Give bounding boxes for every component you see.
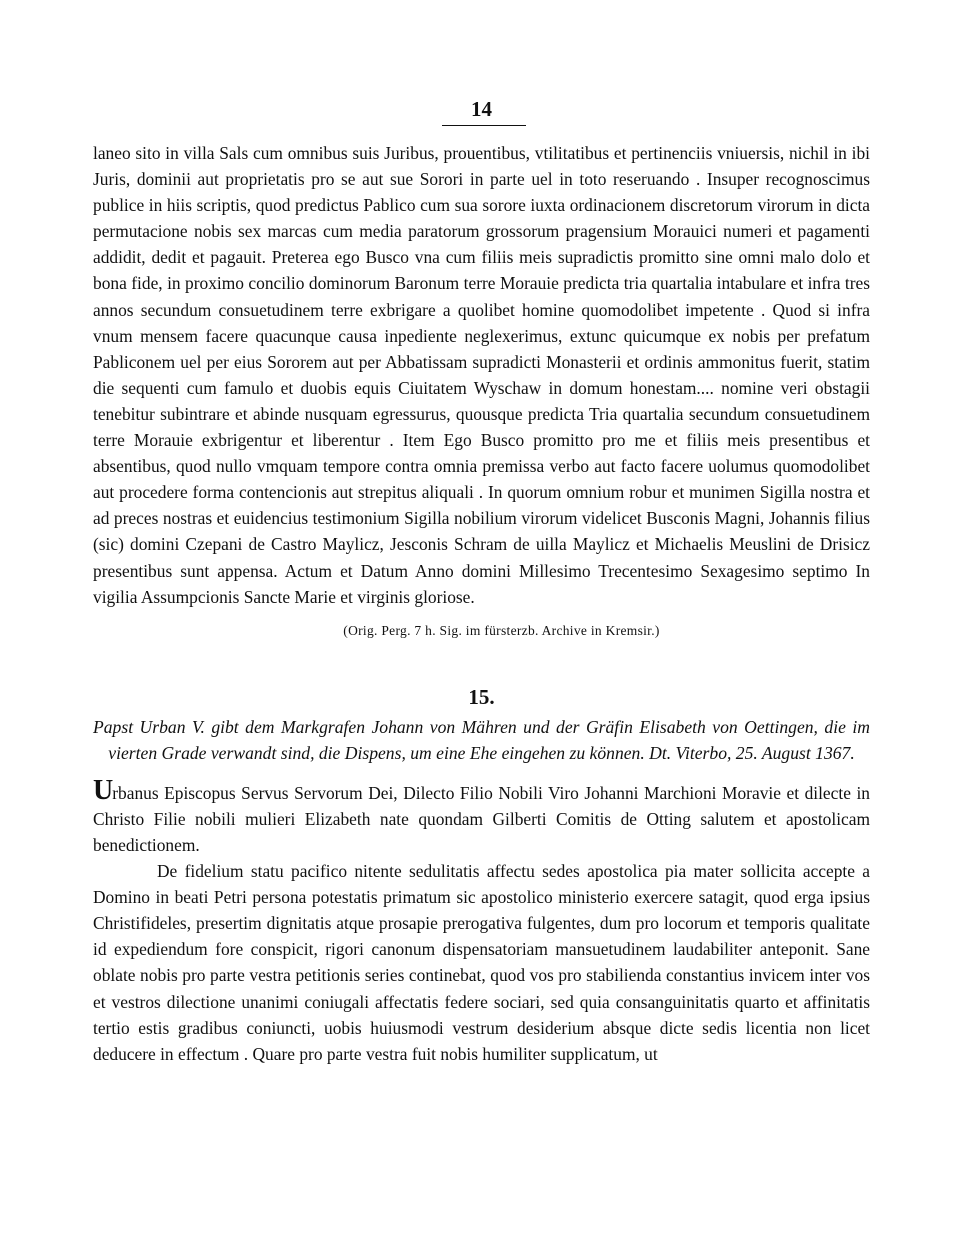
charter-paragraph: De fidelium statu pacifico nitente sedulitatis affectu sedes apostolica pia mater sollicita accepte a Domino in beati Petri persona potestatis primatum sic apostolico ministerio exercere satagit, quod erga ipsius Christifideles, presertim dignitatis atque prosapie prerogativa fulgentes, dum pro locorum et temporis qualitate id expediendum fore conspicit, rigori canonum dispensatoriam mansuetudinem laudabiliter anteponit. Sane oblate nobis pro parte vestra petitionis series continebat, quod vos pro stabilienda constantius invicem inter vos et vestros dilectione unanimi coniugali affectatis federe sociari, sed quia consanguinitatis quarto et affinitatis tertio estis gradibus coniuncti, uobis huiusmodi vestrum desiderium absque dicte sedis licentia non licet deducere in effectum . Quare pro parte vestra fuit nobis humiliter supplicatum, ut (93, 861, 870, 1064)
page-number-text: 14 (471, 97, 492, 121)
page-number (93, 96, 870, 122)
document-number: 15. (468, 684, 495, 709)
continuation-paragraph: laneo sito in villa Sals cum omnibus suis Juribus, prouentibus, vtilitatibus et pertinenciis vniuersis, nichil in ibi Juris, dominii aut proprietatis pro se aut sue Sorori in parte uel in toto reseruando . Insuper recognoscimus publice in hiis scriptis, quod predictus Pablico cum sua sorore iuxta ordinacionem discretorum virorum in dicta permutacione nobis sex marcas cum media paratorum grossorum pragensium Morauici numeri et pagamenti addidit, dedit et pagauit. Preterea ego Busco vna cum filiis meis supradictis promitto sine omni malo dolo et bona fide, in proximo concilio dominorum Baronum terre Morauie predicta tria quartalia intabulare et infra tres annos secundum consuetudinem terre exbrigare a quolibet homine quomodolibet impetente . Quod si infra vnum mensem facere quacunque causa inpediente neglexerimus, extunc quicumque ex nobis per prefatum Pabliconem uel per eius Sororem aut per Abbatissam supradicti Monasterii et ordinis ammonitus fuerit, statim die sequenti cum famulo et duobis equis Ciuitatem Wyschaw in domum honestam.... nomine veri obstagii tenebitur subintrare et abinde nusquam egressurus, quousque predicta Tria quartalia secundum consuetudinem terre Morauie exbrigentur et liberentur . Item Ego Busco promitto pro me et filiis meis presentibus et absentibus, quod nullo vmquam tempore contra omnia premissa verbo aut facto facere uolumus quomodolibet aut procedere forma contencionis aut strepitus aliquali . In quorum omnium robur et munimen Sigilla nostra et ad preces nostras et euidencius testimonium Sigilla nobilium virorum videlicet Busconis Magni, Johannis filius (sic) domini Czepani de Castro Maylicz, Jesconis Schram de uilla Maylicz et Michaelis Meuslini de Drisicz presentibus sunt appensa. Actum et Datum Anno domini Millesimo Trecentesimo Sexagesimo septimo In vigilia Assumpcionis Sancte Marie et virginis gloriose. (93, 143, 870, 607)
initial-letter: U (93, 774, 113, 806)
document-regest: Papst Urban V. gibt dem Markgrafen Johann von Mähren und der Gräfin Elisabeth von Oettingen, die im vierten Grade verwandt sind, die Dispens, um eine Ehe eingehen zu können. Dt. Viterbo, 25. August 1367. (93, 716, 870, 763)
charter-opening-paragraph (93, 774, 870, 858)
page (93, 96, 870, 1067)
charter-opening-text: rbanus Episcopus Servus Servorum Dei, Dilecto Filio Nobili Viro Johanni Marchioni Moravie et dilecte in Christo Filie nobili mulieri Elizabeth nate quondam Gilberti Comitis de Otting salutem et apostolicam benedictionem. (93, 782, 870, 855)
source-note: (Orig. Perg. 7 h. Sig. im fürsterzb. Archive in Kremsir.) (343, 622, 660, 638)
header-rule (442, 125, 526, 126)
document-body (93, 140, 870, 1067)
